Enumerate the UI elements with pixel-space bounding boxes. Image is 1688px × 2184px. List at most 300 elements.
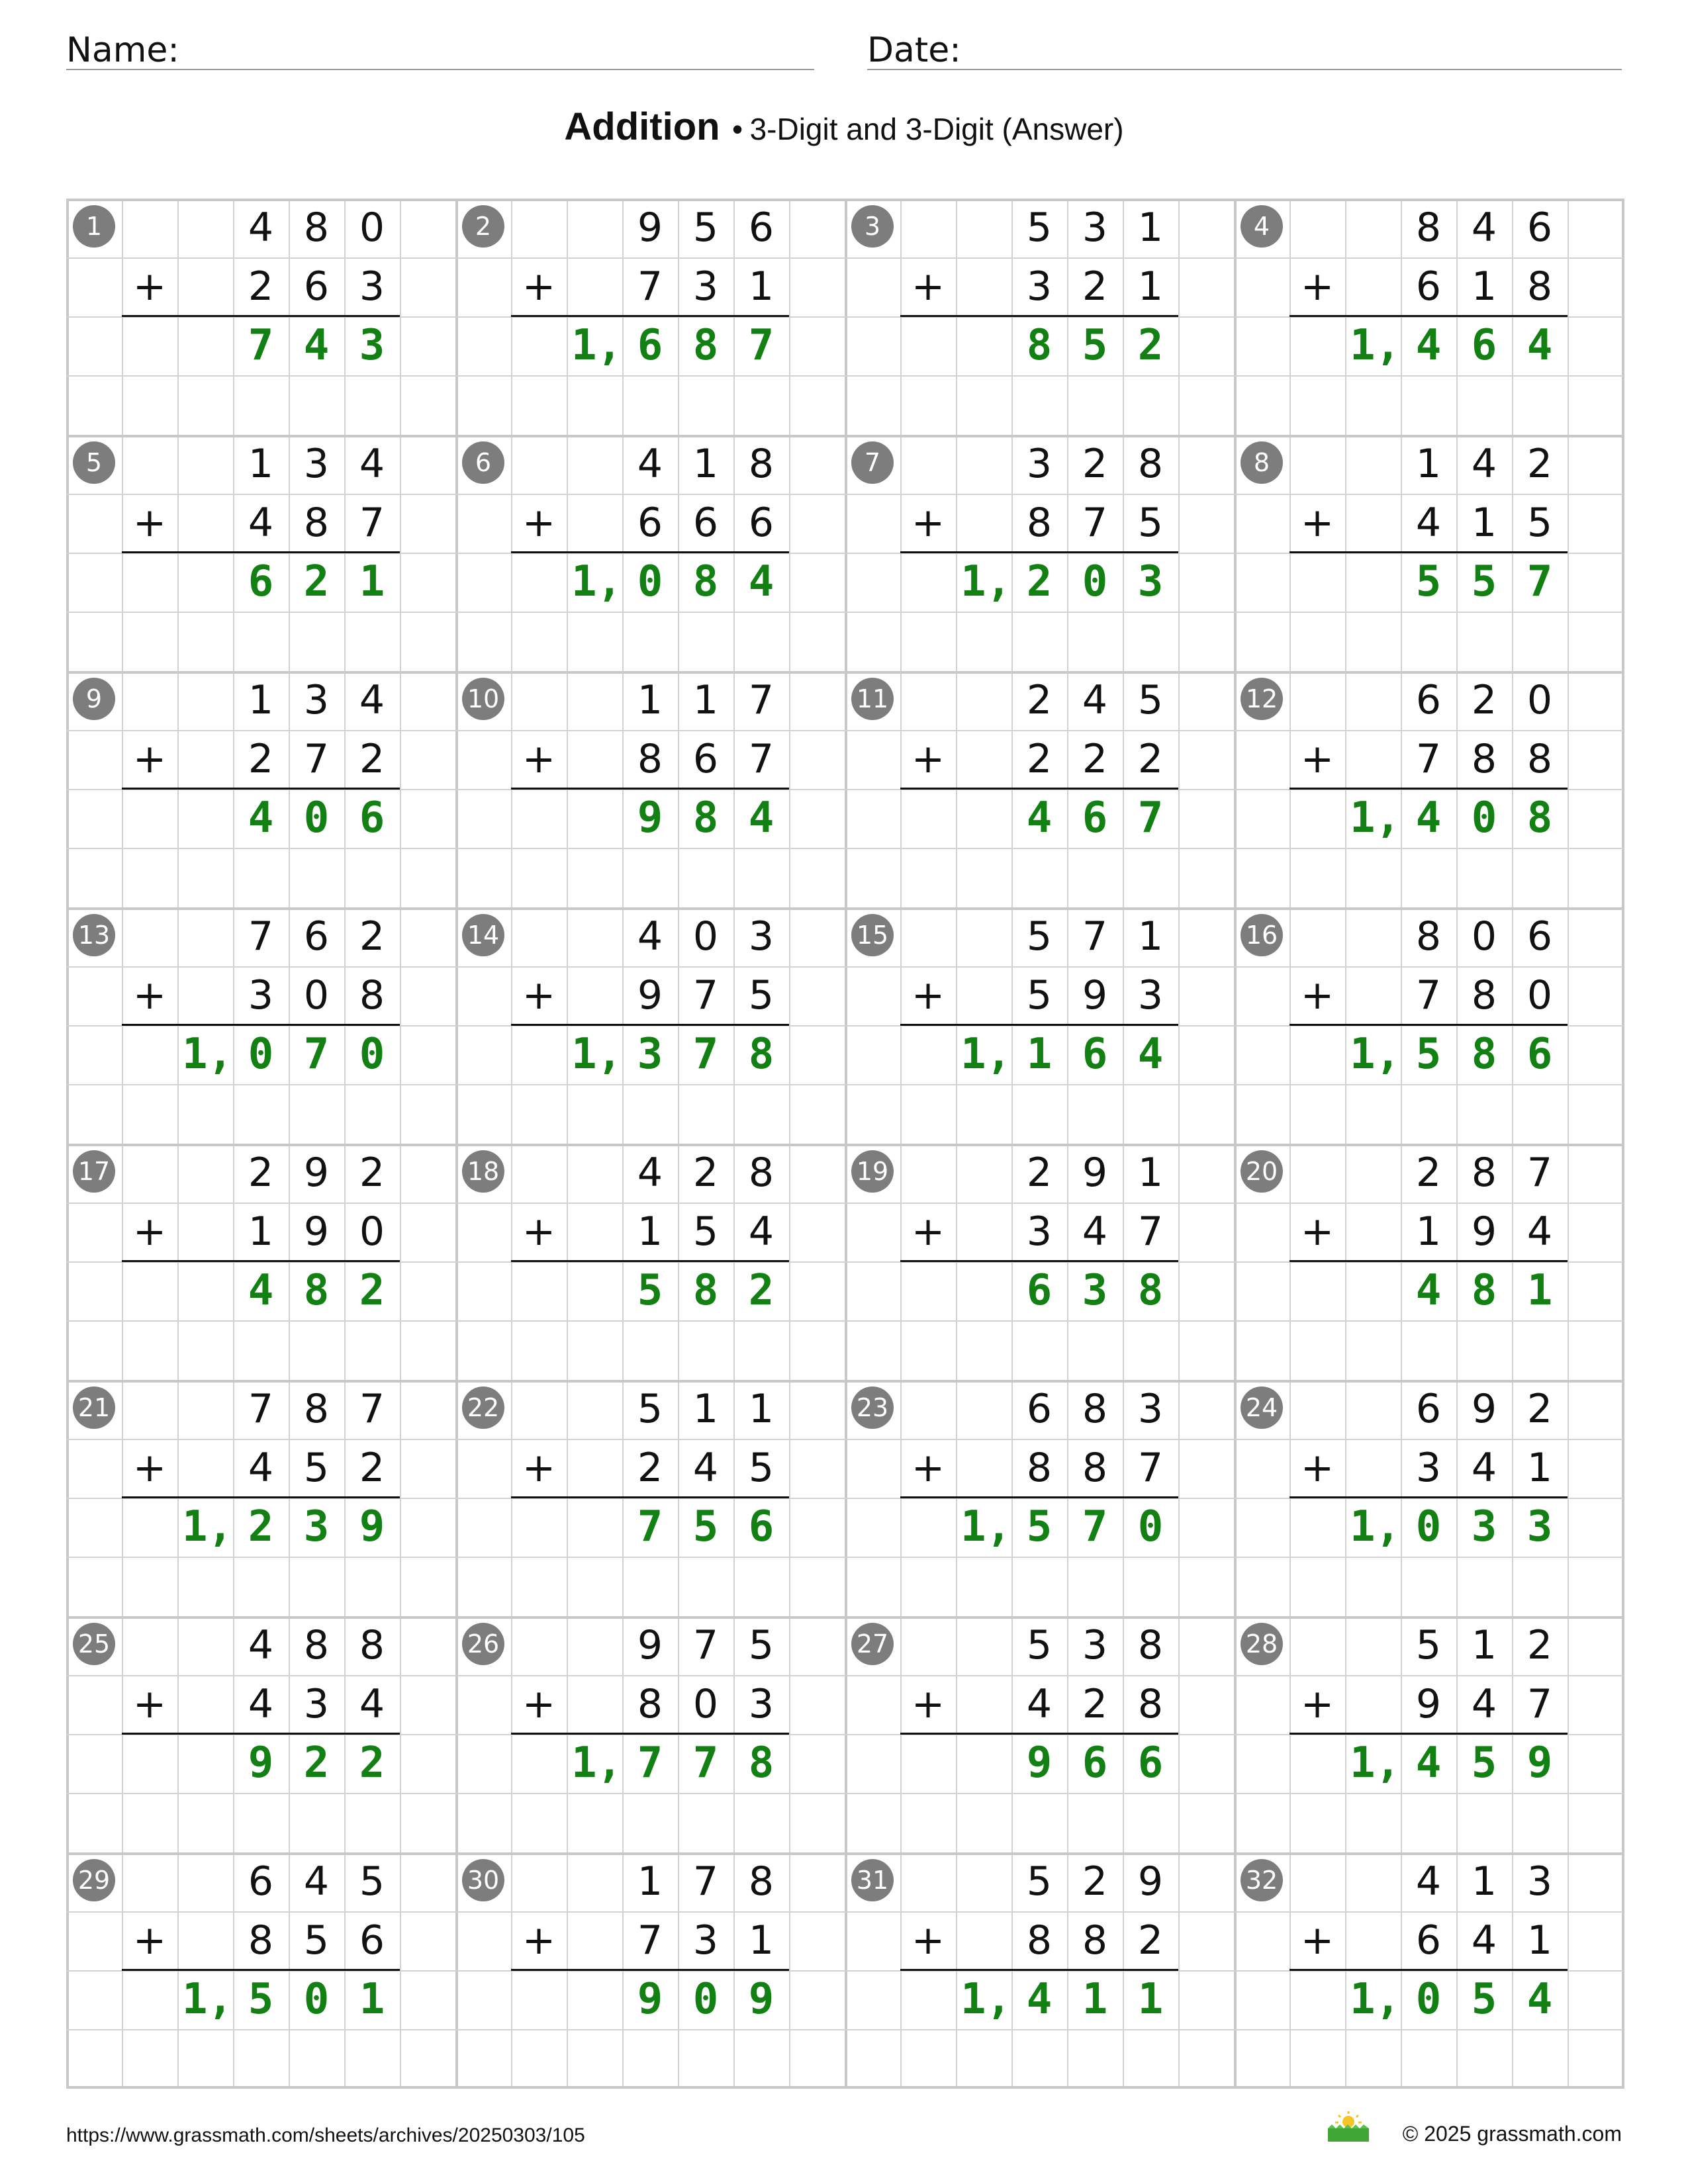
- plus-sign: +: [1300, 1917, 1335, 1964]
- answer-digit: 4: [1026, 794, 1053, 842]
- answer-digit: 2: [359, 1266, 385, 1315]
- bottom-digit: 6: [692, 500, 719, 546]
- answer-digit: 1: [359, 1975, 385, 2024]
- problem-12: [1234, 671, 1623, 907]
- bottom-digit: 0: [303, 972, 330, 1019]
- problem-number-badge: 1: [73, 205, 115, 248]
- problem-26: [455, 1616, 845, 1852]
- problem-19: [845, 1144, 1234, 1380]
- problem-27: [845, 1616, 1234, 1852]
- top-digit: 3: [1082, 1622, 1108, 1668]
- bottom-digit: 1: [1471, 500, 1497, 546]
- top-digit: 8: [748, 441, 774, 487]
- answer-digit: 7: [248, 321, 274, 370]
- answer-digit: 4: [1026, 1975, 1053, 2024]
- answer-digit: 3: [303, 1502, 330, 1551]
- bottom-digit: 3: [748, 1681, 774, 1727]
- top-digit: 2: [1526, 441, 1553, 487]
- top-digit: 2: [1026, 677, 1053, 723]
- plus-sign: +: [132, 1917, 167, 1964]
- plus-sign: +: [522, 500, 556, 546]
- answer-digit: 8: [1471, 1030, 1497, 1079]
- worksheet-title: [0, 105, 1688, 149]
- answer-digit: 8: [1526, 794, 1553, 842]
- answer-digit: 8: [748, 1739, 774, 1788]
- answer-digit: 3: [1082, 1266, 1108, 1315]
- bottom-digit: 1: [748, 263, 774, 310]
- top-digit: 9: [303, 1150, 330, 1196]
- bottom-digit: 8: [637, 736, 663, 782]
- top-digit: 8: [1137, 441, 1164, 487]
- top-digit: 7: [692, 1858, 719, 1905]
- answer-digit: 5: [1026, 1502, 1053, 1551]
- bottom-digit: 7: [1137, 1445, 1164, 1491]
- problem-number-badge: 6: [462, 441, 504, 484]
- problem-11: [845, 671, 1234, 907]
- problem-32: [1234, 1852, 1623, 2089]
- answer-digit: 7: [1137, 794, 1164, 842]
- top-digit: 1: [692, 441, 719, 487]
- top-digit: 5: [1026, 1622, 1053, 1668]
- answer-digit: 3: [359, 321, 385, 370]
- problem-14: [455, 907, 845, 1144]
- answer-digit: 1,: [571, 1739, 622, 1788]
- bottom-digit: 5: [303, 1917, 330, 1964]
- bottom-digit: 5: [1526, 500, 1553, 546]
- answer-digit: 1: [359, 557, 385, 606]
- plus-sign: +: [1300, 500, 1335, 546]
- plus-sign: +: [1300, 972, 1335, 1019]
- top-digit: 5: [637, 1386, 663, 1432]
- top-digit: 2: [1526, 1622, 1553, 1668]
- answer-digit: 8: [692, 557, 719, 606]
- date-label: Date:: [867, 30, 961, 70]
- top-digit: 8: [303, 1386, 330, 1432]
- bottom-digit: 3: [1026, 263, 1053, 310]
- bottom-digit: 4: [248, 1681, 274, 1727]
- answer-digit: 6: [248, 557, 274, 606]
- answer-digit: 2: [748, 1266, 774, 1315]
- bottom-digit: 5: [303, 1445, 330, 1491]
- answer-digit: 8: [692, 794, 719, 842]
- answer-digit: 1,: [960, 1030, 1011, 1079]
- bottom-digit: 2: [1137, 736, 1164, 782]
- bottom-digit: 9: [1471, 1208, 1497, 1255]
- title-main: Addition: [564, 105, 720, 148]
- answer-digit: 5: [248, 1975, 274, 2024]
- answer-digit: 1,: [960, 1975, 1011, 2024]
- answer-digit: 6: [1082, 1739, 1108, 1788]
- top-digit: 3: [1082, 205, 1108, 251]
- plus-sign: +: [132, 736, 167, 782]
- bottom-digit: 7: [1526, 1681, 1553, 1727]
- answer-digit: 7: [303, 1030, 330, 1079]
- top-digit: 2: [1526, 1386, 1553, 1432]
- bottom-digit: 7: [359, 500, 385, 546]
- top-digit: 2: [1082, 441, 1108, 487]
- top-digit: 5: [1415, 1622, 1442, 1668]
- top-digit: 7: [1526, 1150, 1553, 1196]
- answer-digit: 1,: [1349, 1975, 1401, 2024]
- top-digit: 2: [248, 1150, 274, 1196]
- answer-digit: 5: [1415, 1030, 1442, 1079]
- bottom-digit: 8: [1471, 736, 1497, 782]
- top-digit: 8: [748, 1150, 774, 1196]
- answer-digit: 1,: [960, 1502, 1011, 1551]
- top-digit: 1: [248, 441, 274, 487]
- bottom-digit: 6: [637, 500, 663, 546]
- top-digit: 0: [692, 913, 719, 960]
- top-digit: 7: [248, 913, 274, 960]
- bottom-digit: 3: [692, 263, 719, 310]
- problem-number-badge: 32: [1241, 1859, 1283, 1901]
- answer-digit: 2: [1137, 321, 1164, 370]
- answer-digit: 9: [248, 1739, 274, 1788]
- problem-number-badge: 9: [73, 678, 115, 720]
- problem-31: [845, 1852, 1234, 2089]
- problem-number-badge: 24: [1241, 1387, 1283, 1429]
- top-digit: 6: [1526, 205, 1553, 251]
- problem-8: [1234, 435, 1623, 671]
- bottom-digit: 1: [637, 1208, 663, 1255]
- answer-digit: 3: [1137, 557, 1164, 606]
- bottom-digit: 2: [248, 736, 274, 782]
- bottom-digit: 9: [637, 972, 663, 1019]
- answer-digit: 8: [692, 321, 719, 370]
- top-digit: 4: [1415, 1858, 1442, 1905]
- problem-20: [1234, 1144, 1623, 1380]
- top-digit: 5: [748, 1622, 774, 1668]
- answer-digit: 7: [692, 1739, 719, 1788]
- bottom-digit: 4: [748, 1208, 774, 1255]
- bottom-digit: 2: [637, 1445, 663, 1491]
- plus-sign: +: [522, 1917, 556, 1964]
- answer-digit: 9: [748, 1975, 774, 2024]
- top-digit: 4: [637, 913, 663, 960]
- problem-29: [66, 1852, 455, 2089]
- bottom-digit: 8: [1526, 736, 1553, 782]
- answer-digit: 0: [248, 1030, 274, 1079]
- answer-digit: 8: [692, 1266, 719, 1315]
- plus-sign: +: [132, 1208, 167, 1255]
- bottom-digit: 5: [1026, 972, 1053, 1019]
- top-digit: 4: [1471, 205, 1497, 251]
- plus-sign: +: [522, 972, 556, 1019]
- problem-number-badge: 27: [851, 1623, 894, 1665]
- answer-digit: 6: [1471, 321, 1497, 370]
- top-digit: 2: [1082, 1858, 1108, 1905]
- bottom-digit: 8: [1137, 1681, 1164, 1727]
- problem-1: [66, 199, 455, 435]
- top-digit: 8: [1137, 1622, 1164, 1668]
- bottom-digit: 4: [1471, 1445, 1497, 1491]
- answer-digit: 8: [748, 1030, 774, 1079]
- bottom-digit: 8: [637, 1681, 663, 1727]
- plus-sign: +: [911, 736, 945, 782]
- answer-digit: 6: [1026, 1266, 1053, 1315]
- problem-number-badge: 21: [73, 1387, 115, 1429]
- top-digit: 6: [303, 913, 330, 960]
- problem-number-badge: 16: [1241, 914, 1283, 956]
- answer-digit: 5: [1082, 321, 1108, 370]
- top-digit: 2: [692, 1150, 719, 1196]
- name-field[interactable]: [66, 26, 814, 70]
- answer-digit: 8: [1471, 1266, 1497, 1315]
- problem-17: [66, 1144, 455, 1380]
- top-digit: 3: [303, 441, 330, 487]
- answer-digit: 1,: [1349, 794, 1401, 842]
- bottom-digit: 7: [303, 736, 330, 782]
- problem-number-badge: 11: [851, 678, 894, 720]
- answer-digit: 1,: [1349, 1739, 1401, 1788]
- bottom-digit: 8: [1026, 1917, 1053, 1964]
- top-digit: 1: [692, 677, 719, 723]
- answer-digit: 3: [637, 1030, 663, 1079]
- top-digit: 1: [692, 1386, 719, 1432]
- bottom-digit: 8: [1082, 1445, 1108, 1491]
- answer-digit: 8: [1026, 321, 1053, 370]
- top-digit: 2: [359, 913, 385, 960]
- bottom-digit: 4: [1415, 500, 1442, 546]
- top-digit: 4: [1082, 677, 1108, 723]
- plus-sign: +: [132, 972, 167, 1019]
- answer-digit: 4: [1526, 321, 1553, 370]
- answer-digit: 7: [692, 1030, 719, 1079]
- footer-url: https://www.grassmath.com/sheets/archives/20250303/105: [66, 2124, 585, 2146]
- bottom-digit: 4: [692, 1445, 719, 1491]
- answer-digit: 2: [303, 557, 330, 606]
- problem-4: [1234, 199, 1623, 435]
- plus-sign: +: [911, 500, 945, 546]
- problem-number-badge: 18: [462, 1150, 504, 1193]
- answer-digit: 1,: [181, 1030, 233, 1079]
- answer-digit: 0: [303, 1975, 330, 2024]
- top-digit: 0: [1471, 913, 1497, 960]
- plus-sign: +: [1300, 1681, 1335, 1727]
- plus-sign: +: [911, 1917, 945, 1964]
- problem-30: [455, 1852, 845, 2089]
- bottom-digit: 2: [1137, 1917, 1164, 1964]
- top-digit: 0: [359, 205, 385, 251]
- bottom-digit: 6: [303, 263, 330, 310]
- problem-number-badge: 12: [1241, 678, 1283, 720]
- answer-digit: 5: [1471, 1975, 1497, 2024]
- bottom-digit: 4: [359, 1681, 385, 1727]
- problem-22: [455, 1380, 845, 1616]
- answer-digit: 1,: [1349, 1502, 1401, 1551]
- plus-sign: +: [522, 263, 556, 310]
- answer-digit: 9: [359, 1502, 385, 1551]
- problem-28: [1234, 1616, 1623, 1852]
- top-digit: 5: [1026, 913, 1053, 960]
- plus-sign: +: [522, 1445, 556, 1491]
- top-digit: 8: [1415, 913, 1442, 960]
- problem-3: [845, 199, 1234, 435]
- answer-digit: 7: [637, 1739, 663, 1788]
- answer-digit: 7: [1082, 1502, 1108, 1551]
- problem-10: [455, 671, 845, 907]
- name-label: Name:: [66, 30, 179, 70]
- bottom-digit: 4: [1026, 1681, 1053, 1727]
- top-digit: 9: [637, 1622, 663, 1668]
- bottom-digit: 7: [637, 1917, 663, 1964]
- answer-digit: 1,: [1349, 321, 1401, 370]
- footer-copyright: © 2025 grassmath.com: [1402, 2122, 1622, 2146]
- bottom-digit: 0: [359, 1208, 385, 1255]
- top-digit: 7: [248, 1386, 274, 1432]
- problem-number-badge: 13: [73, 914, 115, 956]
- top-digit: 3: [1026, 441, 1053, 487]
- top-digit: 1: [748, 1386, 774, 1432]
- answer-digit: 7: [748, 321, 774, 370]
- top-digit: 6: [1415, 677, 1442, 723]
- answer-digit: 0: [692, 1975, 719, 2024]
- plus-sign: +: [1300, 263, 1335, 310]
- problem-number-badge: 20: [1241, 1150, 1283, 1193]
- bottom-digit: 9: [1082, 972, 1108, 1019]
- title-subtitle: 3-Digit and 3-Digit (Answer): [749, 112, 1124, 146]
- top-digit: 5: [692, 205, 719, 251]
- answer-digit: 2: [248, 1502, 274, 1551]
- bottom-digit: 3: [1026, 1208, 1053, 1255]
- bottom-digit: 7: [1082, 500, 1108, 546]
- top-digit: 1: [1137, 1150, 1164, 1196]
- answer-digit: 1: [1082, 1975, 1108, 2024]
- answer-digit: 5: [1471, 1739, 1497, 1788]
- top-digit: 1: [248, 677, 274, 723]
- plus-sign: +: [911, 1445, 945, 1491]
- answer-digit: 4: [1415, 794, 1442, 842]
- top-digit: 9: [637, 205, 663, 251]
- answer-digit: 1: [1026, 1030, 1053, 1079]
- plus-sign: +: [132, 1445, 167, 1491]
- title-bullet: •: [732, 112, 743, 146]
- problem-13: [66, 907, 455, 1144]
- top-digit: 1: [1471, 1622, 1497, 1668]
- answer-digit: 4: [748, 557, 774, 606]
- answer-digit: 7: [1526, 557, 1553, 606]
- top-digit: 1: [1137, 205, 1164, 251]
- problem-number-badge: 15: [851, 914, 894, 956]
- top-digit: 1: [1471, 1858, 1497, 1905]
- bottom-digit: 5: [692, 1208, 719, 1255]
- answer-digit: 5: [692, 1502, 719, 1551]
- problem-5: [66, 435, 455, 671]
- answer-digit: 6: [1082, 794, 1108, 842]
- grassmath-logo-icon: [1324, 2110, 1373, 2143]
- bottom-digit: 4: [1526, 1208, 1553, 1255]
- answer-digit: 9: [637, 794, 663, 842]
- problem-number-badge: 29: [73, 1859, 115, 1901]
- bottom-digit: 5: [1137, 500, 1164, 546]
- plus-sign: +: [911, 1681, 945, 1727]
- problem-number-badge: 17: [73, 1150, 115, 1193]
- top-digit: 4: [637, 441, 663, 487]
- problem-number-badge: 5: [73, 441, 115, 484]
- answer-digit: 9: [637, 1975, 663, 2024]
- answer-digit: 6: [1526, 1030, 1553, 1079]
- bottom-digit: 7: [637, 263, 663, 310]
- bottom-digit: 1: [1526, 1917, 1553, 1964]
- answer-digit: 4: [1415, 1266, 1442, 1315]
- top-digit: 6: [1526, 913, 1553, 960]
- answer-digit: 4: [1526, 1975, 1553, 2024]
- problem-number-badge: 19: [851, 1150, 894, 1193]
- plus-sign: +: [911, 1208, 945, 1255]
- problem-25: [66, 1616, 455, 1852]
- answer-digit: 1,: [1349, 1030, 1401, 1079]
- bottom-digit: 8: [248, 1917, 274, 1964]
- answer-digit: 4: [1415, 321, 1442, 370]
- problem-number-badge: 26: [462, 1623, 504, 1665]
- problem-number-badge: 3: [851, 205, 894, 248]
- problem-24: [1234, 1380, 1623, 1616]
- bottom-digit: 0: [1526, 972, 1553, 1019]
- plus-sign: +: [1300, 1445, 1335, 1491]
- problem-9: [66, 671, 455, 907]
- answer-digit: 1,: [960, 557, 1011, 606]
- bottom-digit: 3: [1137, 972, 1164, 1019]
- answer-digit: 1,: [571, 321, 622, 370]
- problem-number-badge: 30: [462, 1859, 504, 1901]
- answer-digit: 6: [748, 1502, 774, 1551]
- bottom-digit: 1: [1471, 263, 1497, 310]
- bottom-digit: 7: [1415, 972, 1442, 1019]
- bottom-digit: 8: [359, 972, 385, 1019]
- answer-digit: 4: [248, 794, 274, 842]
- top-digit: 3: [1137, 1386, 1164, 1432]
- plus-sign: +: [1300, 1208, 1335, 1255]
- bottom-digit: 1: [1415, 1208, 1442, 1255]
- bottom-digit: 2: [1082, 1681, 1108, 1727]
- top-digit: 4: [1471, 441, 1497, 487]
- bottom-digit: 6: [748, 500, 774, 546]
- bottom-digit: 5: [748, 1445, 774, 1491]
- answer-digit: 1,: [181, 1975, 233, 2024]
- top-digit: 0: [1526, 677, 1553, 723]
- bottom-digit: 3: [1415, 1445, 1442, 1491]
- problem-6: [455, 435, 845, 671]
- top-digit: 2: [1471, 677, 1497, 723]
- answer-digit: 9: [1526, 1739, 1553, 1788]
- top-digit: 5: [1026, 205, 1053, 251]
- top-digit: 6: [1415, 1386, 1442, 1432]
- bottom-digit: 2: [1082, 263, 1108, 310]
- bottom-digit: 3: [692, 1917, 719, 1964]
- top-digit: 1: [1415, 441, 1442, 487]
- plus-sign: +: [132, 263, 167, 310]
- answer-digit: 1,: [571, 1030, 622, 1079]
- answer-digit: 1,: [181, 1502, 233, 1551]
- answer-digit: 3: [1526, 1502, 1553, 1551]
- date-field[interactable]: [867, 26, 1622, 70]
- answer-digit: 1: [1137, 1975, 1164, 2024]
- bottom-digit: 8: [303, 500, 330, 546]
- answer-digit: 0: [359, 1030, 385, 1079]
- top-digit: 2: [359, 1150, 385, 1196]
- bottom-digit: 6: [359, 1917, 385, 1964]
- top-digit: 4: [359, 441, 385, 487]
- top-digit: 6: [748, 205, 774, 251]
- top-digit: 8: [1415, 205, 1442, 251]
- top-digit: 7: [359, 1386, 385, 1432]
- answer-digit: 7: [637, 1502, 663, 1551]
- bottom-digit: 2: [1082, 736, 1108, 782]
- problem-number-badge: 10: [462, 678, 504, 720]
- top-digit: 8: [1471, 1150, 1497, 1196]
- answer-digit: 8: [303, 1266, 330, 1315]
- problem-number-badge: 31: [851, 1859, 894, 1901]
